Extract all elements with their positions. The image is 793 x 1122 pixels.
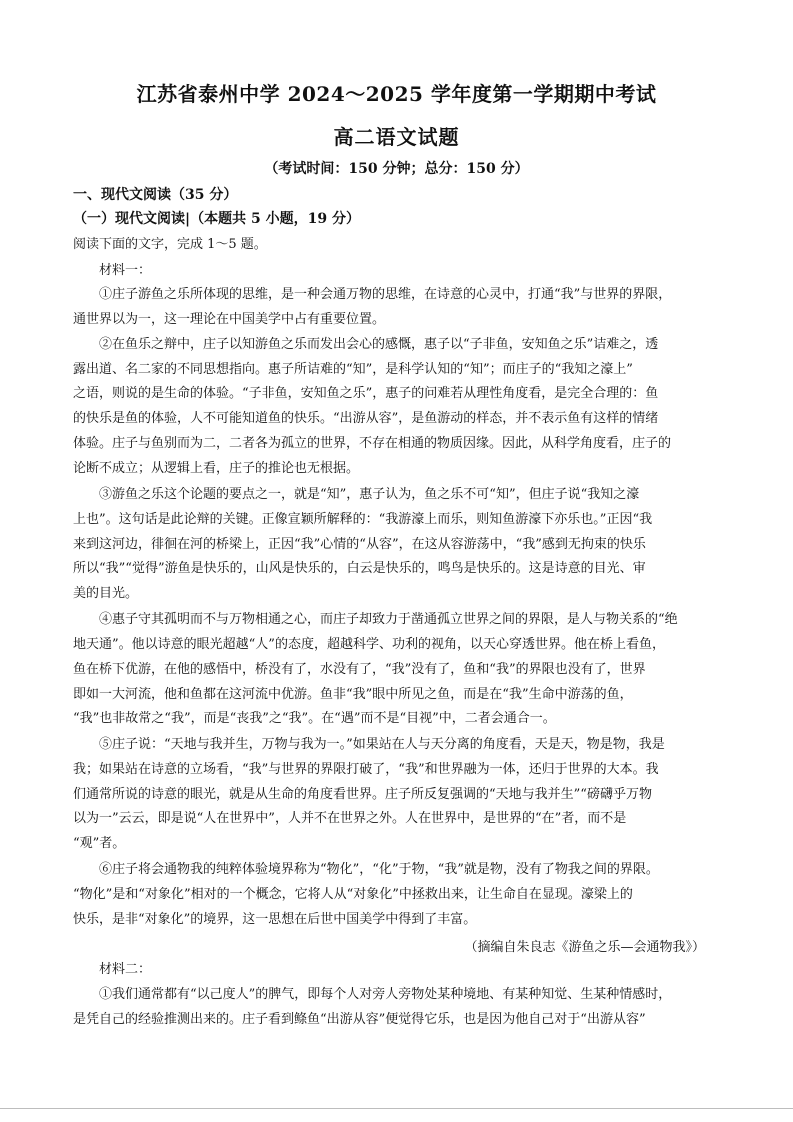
instruction: 阅读下面的文字，完成 1～5 题。 xyxy=(73,237,267,252)
paragraph-line: 即如一大河流，他和鱼都在这河流中优游。鱼非“我”眼中所见之鱼，而是在“我”生命中游荡的鱼， xyxy=(73,687,633,702)
material-label: 材料二： xyxy=(99,962,152,977)
paragraph-line: 的快乐是鱼的体验，人不可能知道鱼的快乐。“出游从容”，是鱼游动的样态，并不表示鱼有这样的情绪 xyxy=(73,411,659,426)
paragraph-line: ⑥庄子将会通物我的纯粹体验境界称为“物化”，“化”于物，“我”就是物，没有了物我之间的界限。 xyxy=(99,862,659,877)
source-citation: （摘编自朱良志《游鱼之乐—会通物我》） xyxy=(464,940,705,955)
paragraph-line: ⑤庄子说：“天地与我并生，万物与我为一。”如果站在人与天分离的角度看，天是天，物是物，我是 xyxy=(99,737,665,752)
exam-title: 江苏省泰州中学 2024～2025 学年度第一学期期中考试 xyxy=(136,82,657,106)
paragraph-line: 鱼在桥下优游，在他的感悟中，桥没有了，水没有了，“我”没有了，鱼和“我”的界限也没有了，世界 xyxy=(73,662,646,677)
paragraph-line: 是凭自己的经验推测出来的。庄子看到鲦鱼“出游从容”便觉得它乐，也是因为他自己对于“出游从容” xyxy=(73,1012,646,1027)
paragraph-line: “观”者。 xyxy=(73,836,126,851)
paragraph-line: ③游鱼之乐这个论题的要点之一，就是“知”，惠子认为，鱼之乐不可“知”，但庄子说“我知之濠 xyxy=(99,487,640,502)
paragraph-line: 地天通”。他以诗意的眼光超越“人”的态度，超越科学、功利的视角，以天心穿透世界。他在桥上看鱼， xyxy=(73,637,665,652)
part-heading: （一）现代文阅读|（本题共 5 小题，19 分） xyxy=(73,211,360,227)
section-heading: 一、现代文阅读（35 分） xyxy=(73,187,238,203)
exam-subtitle: 高二语文试题 xyxy=(333,125,460,149)
paragraph-line: 以为一”云云，即是说“人在世界中”，人并不在世界之外。人在世界中，是世界的“在”者，而不是 xyxy=(73,811,627,826)
paragraph-line: 通世界以为一，这一理论在中国美学中占有重要位置。 xyxy=(73,312,386,327)
paragraph-line: 上也”。这句话是此论辩的关键。正像宣颖所解释的：“我游濠上而乐，则知鱼游濠下亦乐也。”正因“我 xyxy=(73,512,653,527)
paragraph-line: 之语，则说的是生命的体验。“子非鱼，安知鱼之乐”，惠子的问难若从理性角度看，是完全合理的：鱼 xyxy=(73,386,659,401)
paragraph-line: 们通常所说的诗意的眼光，就是从生命的角度看世界。庄子所反复强调的“天地与我并生”“磅礴乎万物 xyxy=(73,787,652,802)
paragraph-line: 我；如果站在诗意的立场看，“我”与世界的界限打破了，“我”和世界融为一体，还归于世界的大本。我 xyxy=(73,762,659,777)
paragraph-line: ①我们通常都有“以己度人”的脾气，即每个人对旁人旁物处某种境地、有某种知觉、生某种情感时， xyxy=(99,987,672,1002)
paragraph-line: ①庄子游鱼之乐所体现的思维，是一种会通万物的思维，在诗意的心灵中，打通“我”与世界的界限， xyxy=(99,287,672,302)
material-label: 材料一： xyxy=(99,263,152,278)
paragraph-line: 美的目光。 xyxy=(73,586,139,601)
paragraph-line: 体验。庄子与鱼别而为二，二者各为孤立的世界，不存在相通的物质因缘。因此，从科学角度看，庄子的 xyxy=(73,436,672,451)
paragraph-line: ④惠子守其孤明而不与万物相通之心，而庄子却致力于凿通孤立世界之间的界限，是人与物关系的“绝 xyxy=(99,612,678,627)
paragraph-line: 来到这河边，徘徊在河的桥梁上，正因“我”心情的“从容”，在这从容游荡中，“我”感到无拘束的快乐 xyxy=(73,537,646,552)
paragraph-line: 所以“我”“觉得”游鱼是快乐的，山风是快乐的，白云是快乐的，鸣鸟是快乐的。这是诗意的目光、审 xyxy=(73,561,646,576)
paragraph-line: “我”也非故常之“我”，而是“丧我”之“我”。在“遇”而不是“目视”中，二者会通合一。 xyxy=(73,711,556,726)
page-bottom-rule xyxy=(0,1108,793,1109)
exam-info: （考试时间：150 分钟；总分：150 分） xyxy=(264,161,529,177)
paragraph-line: ②在鱼乐之辩中，庄子以知游鱼之乐而发出会心的感慨，惠子以“子非鱼，安知鱼之乐”诘难之，透 xyxy=(99,337,659,352)
paragraph-line: 露出道、名二家的不同思想指向。惠子所诘难的“知”，是科学认知的“知”；而庄子的“我知之濠上” xyxy=(73,362,633,377)
paragraph-line: 快乐，是非“对象化”的境界，这一思想在后世中国美学中得到了丰富。 xyxy=(73,912,477,927)
paragraph-line: 论断不成立；从逻辑上看，庄子的推论也无根据。 xyxy=(73,461,360,476)
paragraph-line: “物化”是和“对象化”相对的一个概念，它将人从“对象化”中拯救出来，让生命自在显现。濠梁上的 xyxy=(73,887,633,902)
